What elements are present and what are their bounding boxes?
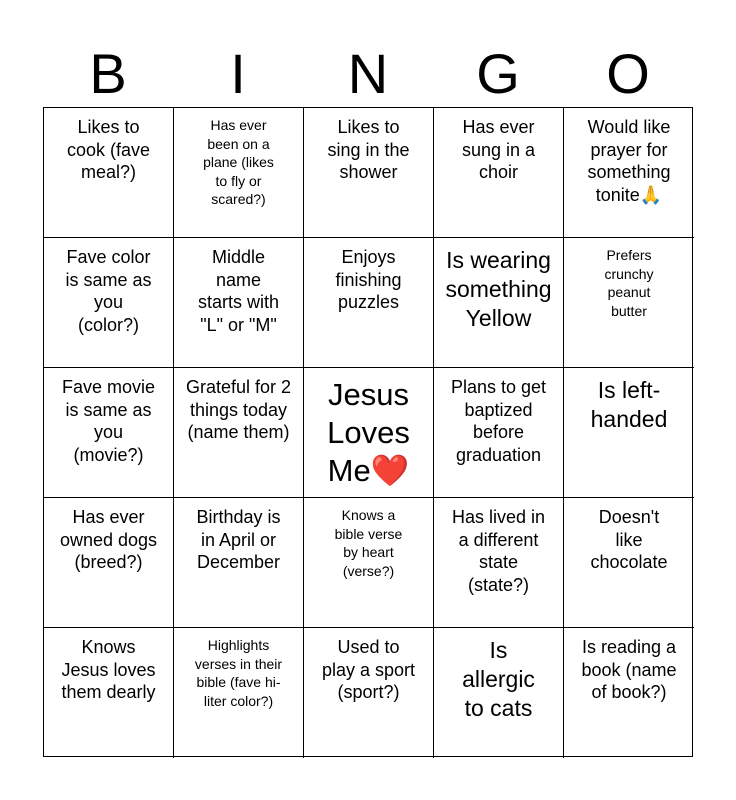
bingo-cell-text: Used to play a sport (sport?): [321, 637, 416, 702]
bingo-cell[interactable]: [304, 108, 434, 238]
bingo-cell[interactable]: [174, 238, 304, 368]
bingo-cell-text: Middle name starts with "L" or "M": [197, 247, 280, 335]
bingo-header: [43, 40, 693, 108]
bingo-cell[interactable]: [564, 498, 694, 628]
bingo-cell[interactable]: [304, 628, 434, 758]
header-letter-n: N: [347, 42, 389, 105]
bingo-cell-text: Plans to get baptized before graduation: [450, 377, 547, 465]
bingo-cell[interactable]: [44, 238, 174, 368]
bingo-cell[interactable]: [44, 368, 174, 498]
bingo-cell-text: Jesus Loves Me❤️: [327, 377, 410, 488]
bingo-cell-text: Has ever sung in a choir: [461, 117, 536, 182]
bingo-cell-text: Enjoys finishing puzzles: [335, 247, 402, 312]
bingo-cell[interactable]: [564, 238, 694, 368]
bingo-cell-text: Is allergic to cats: [462, 637, 535, 721]
bingo-cell-text: Fave color is same as you (color?): [65, 247, 152, 335]
header-letter-i: I: [230, 42, 246, 105]
header-letter-g: G: [476, 42, 520, 105]
bingo-cell[interactable]: [304, 498, 434, 628]
bingo-cell[interactable]: [44, 628, 174, 758]
bingo-cell-text: Has lived in a different state (state?): [451, 507, 546, 595]
bingo-cell-text: Is wearing something Yellow: [445, 247, 552, 331]
bingo-cell-text: Has ever been on a plane (likes to fly or scared?): [203, 117, 274, 207]
bingo-cell-text: Likes to cook (fave meal?): [66, 117, 151, 182]
header-letter-b: B: [89, 42, 127, 105]
bingo-cell[interactable]: [434, 368, 564, 498]
header-letter-o: O: [606, 42, 650, 105]
bingo-cell-text: Is left- handed: [590, 377, 668, 432]
bingo-cell[interactable]: [174, 368, 304, 498]
bingo-cell-text: Prefers crunchy peanut butter: [604, 247, 654, 319]
bingo-cell-text: Has ever owned dogs (breed?): [59, 507, 158, 572]
bingo-cell-text: Likes to sing in the shower: [327, 117, 410, 182]
bingo-cell-text: Highlights verses in their bible (fave hi- liter color?): [194, 637, 283, 709]
bingo-cell[interactable]: [304, 238, 434, 368]
bingo-cell[interactable]: [174, 628, 304, 758]
bingo-cell-text: Birthday is in April or December: [196, 507, 281, 572]
bingo-cell[interactable]: [174, 498, 304, 628]
bingo-cell[interactable]: [434, 628, 564, 758]
bingo-cell[interactable]: [44, 498, 174, 628]
bingo-cell[interactable]: [564, 368, 694, 498]
bingo-cell-text: Is reading a book (name of book?): [581, 637, 677, 702]
bingo-cell-text: Knows a bible verse by heart (verse?): [334, 507, 403, 579]
bingo-cell[interactable]: [304, 368, 434, 498]
bingo-card-grid: [43, 107, 693, 757]
bingo-cell[interactable]: [434, 498, 564, 628]
bingo-cell[interactable]: [44, 108, 174, 238]
bingo-cell-text: Knows Jesus loves them dearly: [61, 637, 156, 702]
bingo-cell-text: Doesn't like chocolate: [590, 507, 668, 572]
bingo-cell[interactable]: [434, 108, 564, 238]
bingo-cell-text: Fave movie is same as you (movie?): [61, 377, 156, 465]
bingo-cell-text: Grateful for 2 things today (name them): [185, 377, 292, 442]
bingo-cell[interactable]: [434, 238, 564, 368]
bingo-cell[interactable]: [564, 628, 694, 758]
bingo-cell[interactable]: [564, 108, 694, 238]
bingo-cell-text: Would like prayer for something tonite🙏: [587, 117, 671, 205]
bingo-cell[interactable]: [174, 108, 304, 238]
